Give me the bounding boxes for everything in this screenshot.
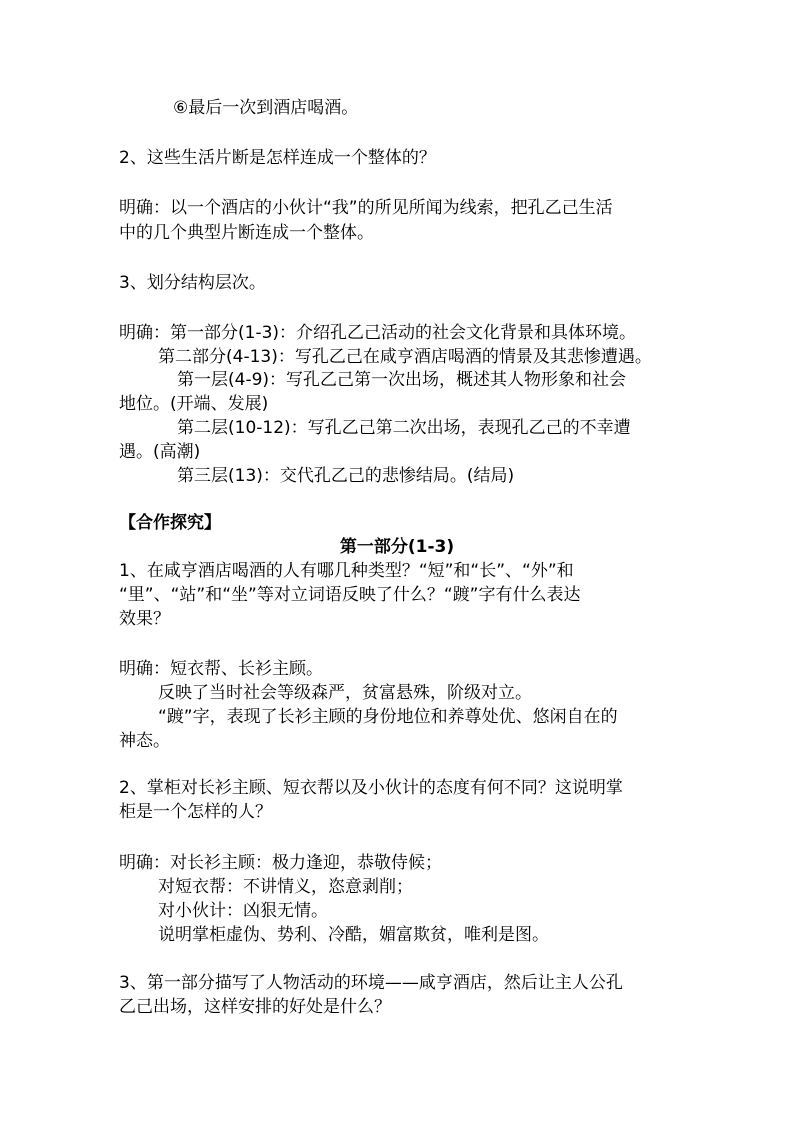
- question-line: “里”、“站”和“坐”等对立词语反映了什么？“踱”字有什么表达: [119, 585, 581, 605]
- answer-line: 第二层(10-12)：写孔乙己第二次出场，表现孔乙己的不幸遭: [177, 418, 631, 438]
- subsection-heading: 第一部分(1-3): [339, 537, 455, 557]
- answer-line: 说明掌柜虚伪、势利、冷酷，媚富欺贫，唯利是图。: [158, 925, 549, 945]
- answer-line: 遇。(高潮): [119, 442, 201, 462]
- answer-line: 中的几个典型片断连成一个整体。: [119, 223, 374, 243]
- question-line: 柜是一个怎样的人？: [119, 802, 272, 822]
- list-item-6: ⑥最后一次到酒店喝酒。: [173, 98, 359, 118]
- answer-line: 神态。: [119, 731, 170, 751]
- question-3: 3、划分结构层次。: [119, 273, 266, 293]
- answer-line: 对短衣帮：不讲情义，恣意剥削；: [158, 877, 413, 897]
- answer-line: 明确：短衣帮、长衫主顾。: [119, 659, 323, 679]
- answer-line: 反映了当时社会等级森严，贫富悬殊，阶级对立。: [158, 683, 532, 703]
- question-2: 2、这些生活片断是怎样连成一个整体的？: [119, 148, 436, 168]
- answer-line: 明确：第一部分(1-3)：介绍孔乙己活动的社会文化背景和具体环境。: [119, 323, 637, 343]
- answer-line: 明确：对长衫主顾：极力逢迎，恭敬侍候；: [119, 853, 442, 873]
- answer-line: 第二部分(4-13)：写孔乙己在咸亨酒店喝酒的情景及其悲惨遭遇。: [158, 347, 652, 367]
- answer-line: 地位。(开端、发展): [119, 394, 269, 414]
- question-line: 2、掌柜对长衫主顾、短衣帮以及小伙计的态度有何不同？这说明掌: [119, 778, 623, 798]
- question-line: 乙己出场，这样安排的好处是什么？: [119, 997, 391, 1017]
- question-line: 1、在咸亨酒店喝酒的人有哪几种类型？“短”和“长”、“外”和: [119, 561, 574, 581]
- answer-line: 明确：以一个酒店的小伙计“我”的所见所闻为线索，把孔乙己生活: [119, 198, 613, 218]
- question-line: 3、第一部分描写了人物活动的环境——咸亨酒店，然后让主人公孔: [119, 973, 623, 993]
- answer-line: 第一层(4-9)：写孔乙己第一次出场，概述其人物形象和社会: [177, 370, 627, 390]
- answer-line: 对小伙计：凶狠无情。: [158, 901, 328, 921]
- answer-line: “踱”字，表现了长衫主顾的身份地位和养尊处优、悠闲自在的: [158, 707, 618, 727]
- question-line: 效果？: [119, 609, 170, 629]
- section-heading: 【合作探究】: [119, 513, 221, 533]
- answer-line: 第三层(13)：交代孔乙己的悲惨结局。(结局): [177, 466, 515, 486]
